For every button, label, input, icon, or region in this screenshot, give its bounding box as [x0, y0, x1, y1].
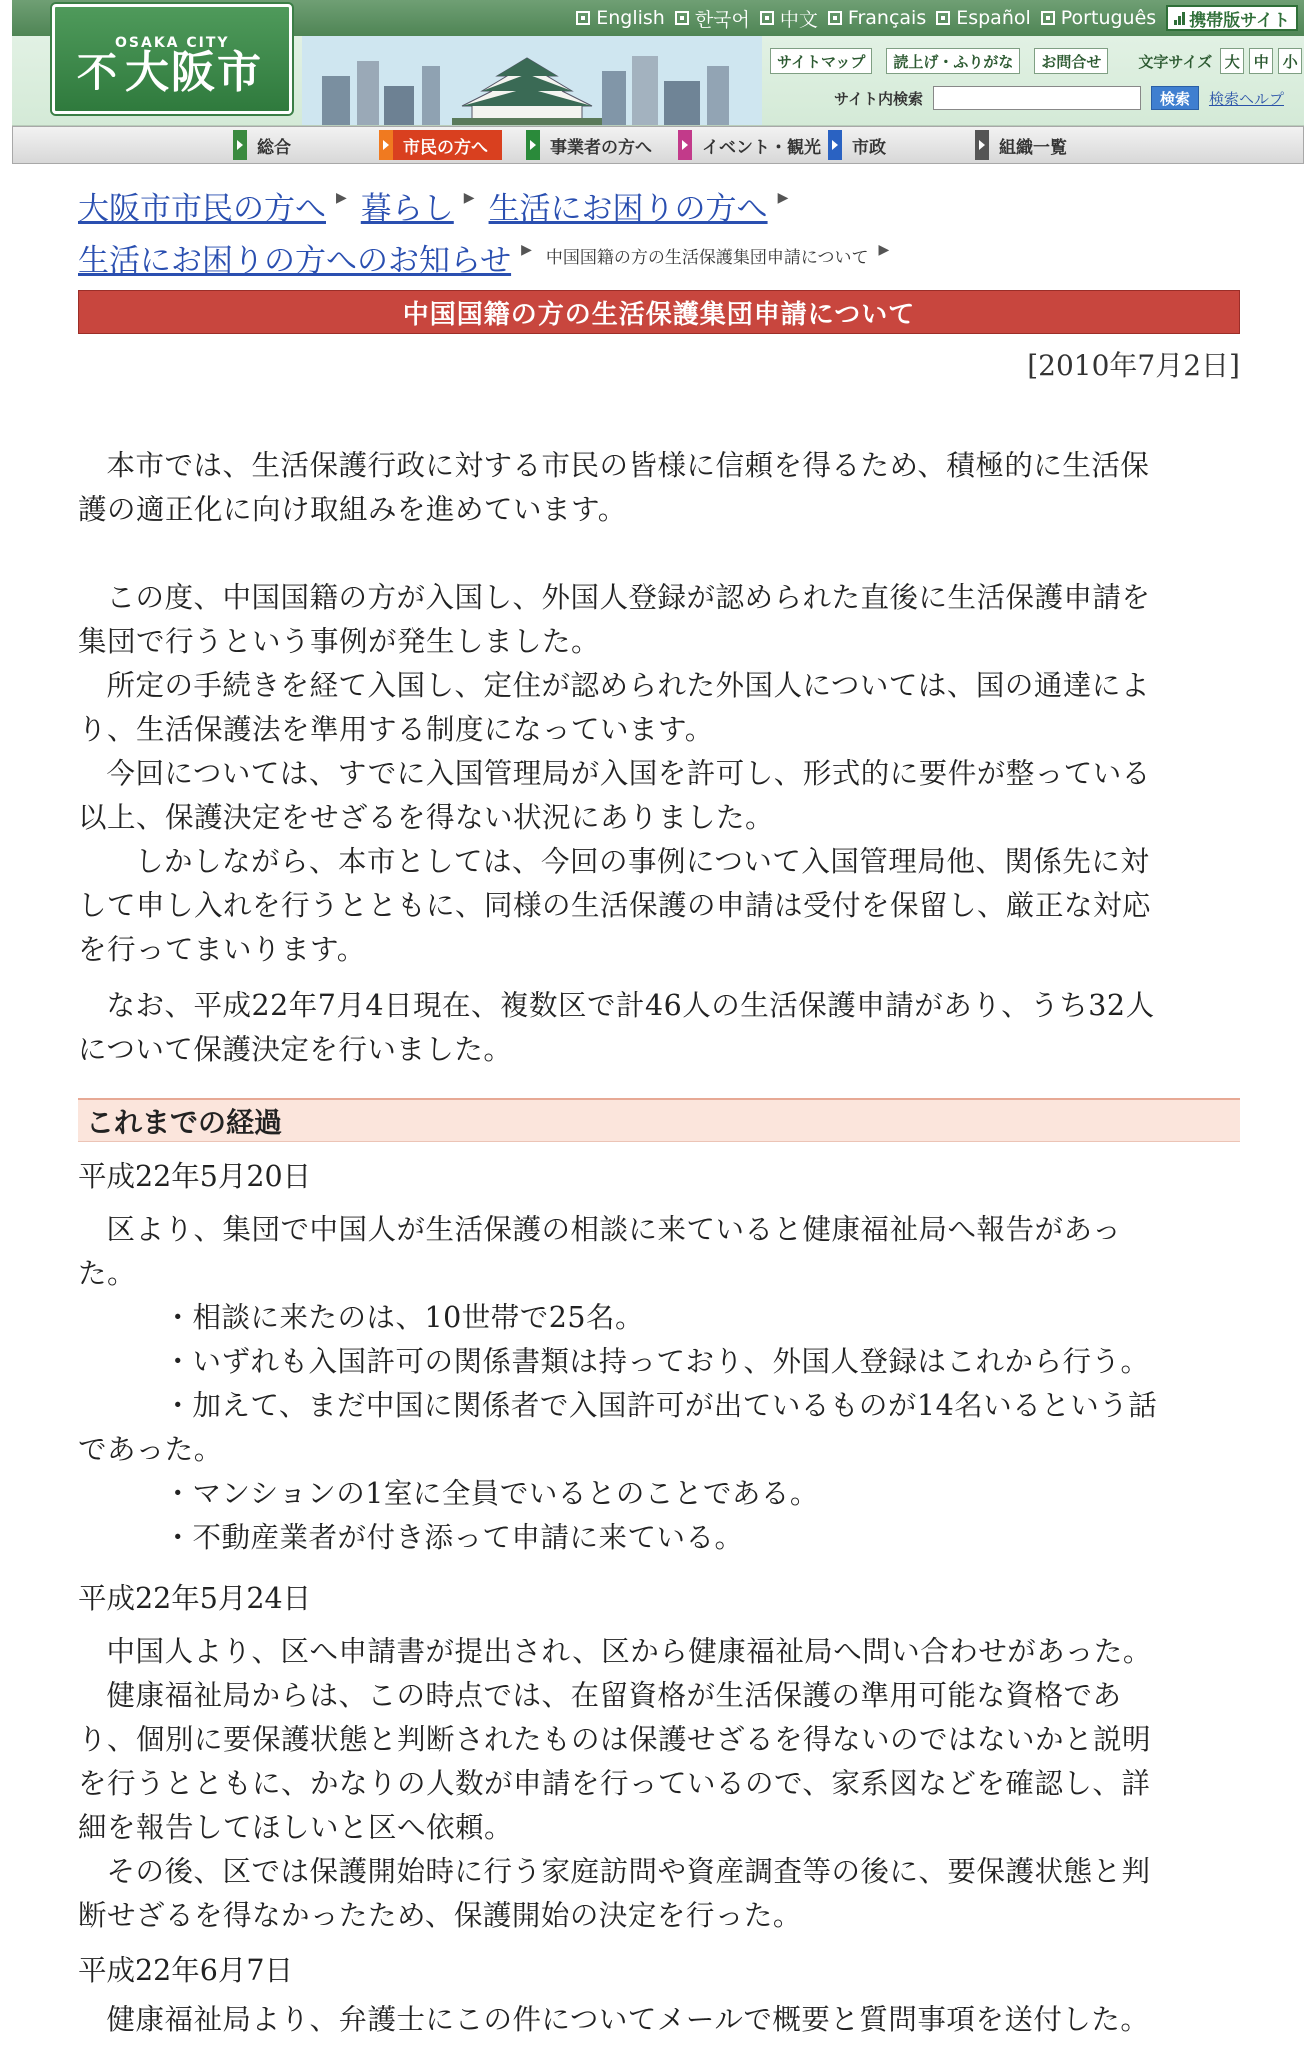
font-size-group: [1220, 48, 1302, 74]
search-label: サイト内検索: [834, 89, 923, 108]
breadcrumb-current: 中国国籍の方の生活保護集団申請について: [545, 248, 869, 268]
timeline-entry: 区より、集団で中国人が生活保護の相談に来ていると健康福祉局へ報告があっ た。 ・相談に来たのは、10世帯で25名。 ・いずれも入国許可の関係書類は持っており、外国人登録はこれから行う。 ・加えて、まだ中国に関係者で入国許可が出ているものが14名いるという話 であった。 ・マンションの1室に全員でいるとのことである。 ・不動産業者が付き添って申請に来ている。: [78, 1213, 1158, 1554]
lang-link-english[interactable]: English: [576, 7, 665, 29]
breadcrumb-row: [78, 176, 1238, 228]
logo-subtitle: OSAKA CITY: [115, 35, 230, 51]
global-nav: [12, 126, 1304, 164]
nav-tab-city-government[interactable]: 市政: [828, 130, 886, 160]
publish-date: [2010年7月2日]: [1027, 349, 1240, 382]
nav-arrow-icon: [678, 130, 692, 160]
font-size-small-button[interactable]: 小: [1278, 48, 1302, 74]
lang-link-korean[interactable]: 한국어: [675, 5, 750, 32]
signal-icon: [1174, 11, 1185, 25]
breadcrumb-row: [78, 228, 1238, 280]
lang-link-spanish[interactable]: Español: [936, 7, 1031, 29]
breadcrumb-link-citizens[interactable]: 大阪市市民の方へ: [78, 191, 326, 227]
nav-arrow-icon: [233, 130, 247, 160]
breadcrumb-link-need-help[interactable]: 生活にお困りの方へ: [488, 191, 768, 227]
square-bullet-icon: [828, 11, 842, 25]
nav-arrow-icon: [379, 130, 393, 160]
lang-link-french[interactable]: Français: [828, 7, 926, 29]
logo-city-name: 大阪市: [125, 47, 263, 98]
breadcrumb-link-living[interactable]: 暮らし: [360, 191, 454, 227]
breadcrumb-separator-icon: ▶: [521, 242, 532, 258]
timeline-entry: 健康福祉局より、弁護士にこの件についてメールで概要と質問事項を送付した。: [106, 2003, 1150, 2036]
breadcrumb-separator-icon: ▶: [336, 190, 347, 206]
nav-tab-general[interactable]: 総合: [233, 130, 291, 160]
language-bar: [576, 4, 1298, 32]
timeline-date: 平成22年5月24日: [78, 1582, 312, 1615]
font-size-label: 文字サイズ: [1138, 52, 1213, 71]
sitemap-button[interactable]: サイトマップ: [770, 48, 872, 74]
intro-paragraph: この度、中国国籍の方が入国し、外国人登録が認められた直後に生活保護申請を 集団で行うという事例が発生しました。 所定の手続きを経て入国し、定住が認められた外国人については、国の通達によ り、生活保護法を準用する制度になっています。 今回については、すでに入国管理局が入国を許可し、形式的に要件が整っている 以上、保護決定をせざるを得ない状況にありました。 しかしながら、本市としては、今回の事例について入国管理局他、関係先に対 して申し入れを行うとともに、同様の生活保護の申請は受付を保留し、厳正な対応 を行ってまいります。: [78, 581, 1152, 966]
read-aloud-furigana-button[interactable]: 読上げ・ふりがな: [886, 48, 1020, 74]
page-title: 中国国籍の方の生活保護集団申請について: [78, 290, 1240, 334]
breadcrumb-link-notices[interactable]: 生活にお困りの方へのお知らせ: [78, 243, 512, 279]
square-bullet-icon: [675, 11, 689, 25]
breadcrumb-separator-icon: ▶: [777, 190, 789, 206]
search-input[interactable]: [933, 86, 1141, 110]
nav-arrow-icon: [526, 130, 540, 160]
nav-arrow-icon: [975, 130, 989, 160]
intro-paragraph: なお、平成22年7月4日現在、複数区で計46人の生活保護申請があり、うち32人 について保護決定を行いました。: [78, 989, 1155, 1066]
square-bullet-icon: [936, 11, 950, 25]
breadcrumb: [78, 176, 1238, 280]
font-size-large-button[interactable]: 大: [1220, 48, 1244, 74]
site-search: [834, 86, 1284, 110]
lang-link-portuguese[interactable]: Português: [1041, 7, 1156, 29]
intro-paragraph: 本市では、生活保護行政に対する市民の皆様に信頼を得るため、積極的に生活保 護の適正化に向け取組みを進めています。: [78, 449, 1150, 526]
square-bullet-icon: [760, 11, 774, 25]
utility-bar: [770, 48, 1302, 74]
site-header: [12, 0, 1304, 126]
breadcrumb-separator-icon: ▶: [878, 242, 890, 258]
timeline-date: 平成22年5月20日: [78, 1160, 312, 1193]
nav-tab-organizations[interactable]: 組織一覧: [975, 130, 1067, 160]
square-bullet-icon: [1041, 11, 1055, 25]
breadcrumb-separator-icon: ▶: [463, 190, 475, 206]
search-help-link[interactable]: 検索ヘルプ: [1208, 89, 1284, 108]
square-bullet-icon: [576, 11, 590, 25]
nav-tab-citizens[interactable]: 市民の方へ: [379, 130, 502, 160]
timeline-date: 平成22年6月7日: [78, 1954, 294, 1987]
mobile-site-button[interactable]: 携帯版サイト: [1166, 5, 1298, 31]
timeline-entry: 中国人より、区へ申請書が提出され、区から健康福祉局へ問い合わせがあった。 健康福祉局からは、この時点では、在留資格が生活保護の準用可能な資格であ り、個別に要保護状態と判断されたものは保護せざるを得ないのではないかと説明 を行うとともに、かなりの人数が申請を行っているので、家系図などを確認し、詳 細を報告してほしいと区へ依頼。 その後、区では保護開始時に行う家庭訪問や資産調査等の後に、要保護状態と判 断せざるを得なかったため、保護開始の決定を行った。: [78, 1635, 1152, 1932]
nav-tab-businesses[interactable]: 事業者の方へ: [526, 130, 652, 160]
contact-button[interactable]: お問合せ: [1034, 48, 1108, 74]
osaka-city-logo[interactable]: [52, 4, 292, 114]
city-emblem-icon: 不: [77, 50, 117, 96]
search-button[interactable]: 検索: [1151, 86, 1199, 110]
nav-tab-events-tourism[interactable]: イベント・観光: [678, 130, 821, 160]
lang-link-chinese[interactable]: 中文: [760, 5, 818, 32]
section-heading: これまでの経過: [78, 1098, 1240, 1142]
osaka-castle-skyline-image: [302, 36, 762, 126]
font-size-medium-button[interactable]: 中: [1249, 48, 1273, 74]
nav-arrow-icon: [828, 130, 842, 160]
